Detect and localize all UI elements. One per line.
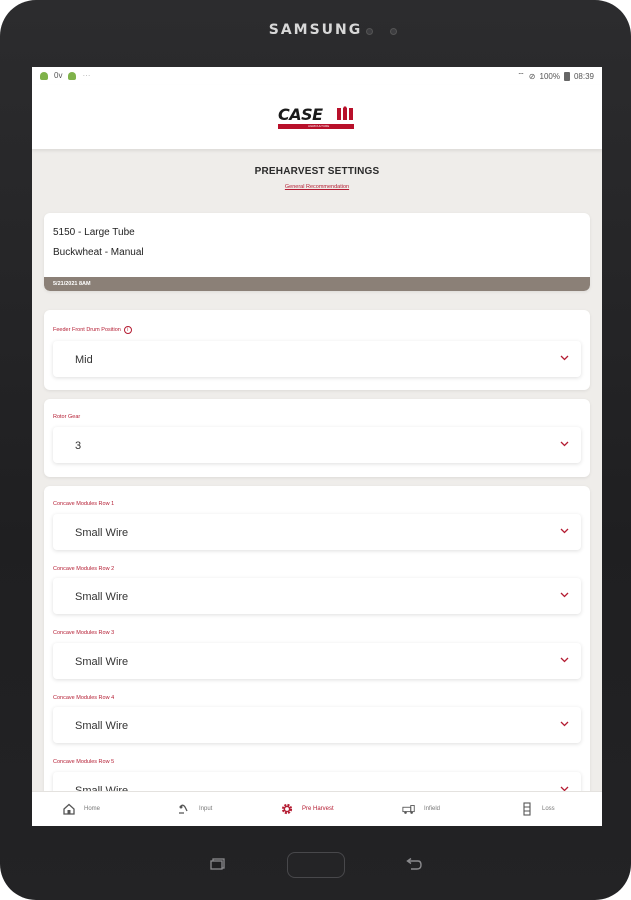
nav-home[interactable] xyxy=(62,802,100,816)
sync-icon: ⊘ xyxy=(528,71,536,81)
nav-preharvest-label: Pre Harvest xyxy=(302,806,334,812)
recent-apps-icon[interactable] xyxy=(210,858,226,870)
loss-icon xyxy=(520,802,534,816)
concave-row-3-select[interactable] xyxy=(53,643,581,679)
logo-text: CASE xyxy=(278,105,323,124)
gear-icon xyxy=(280,802,294,816)
light-sensor xyxy=(390,28,397,35)
nav-loss[interactable] xyxy=(520,802,555,816)
date-bar xyxy=(44,277,590,291)
machine-date: 5/21/2021 8AM xyxy=(53,281,91,287)
home-icon xyxy=(62,802,76,816)
battery-icon xyxy=(564,72,570,81)
chevron-down-icon xyxy=(560,355,569,361)
app-header xyxy=(32,85,602,149)
status-bar xyxy=(32,67,602,85)
android-notification-icon xyxy=(40,72,48,80)
concave-row-4-label: Concave Modules Row 4 xyxy=(53,695,115,701)
nav-preharvest[interactable] xyxy=(280,802,334,816)
clock: 08:39 xyxy=(573,71,594,81)
chevron-down-icon xyxy=(560,657,569,663)
nav-infield[interactable] xyxy=(402,802,440,816)
feeder-select[interactable] xyxy=(53,341,581,377)
feeder-value: Mid xyxy=(75,354,93,366)
more-notifications-icon: ⋯ xyxy=(82,71,91,80)
concave-row-2-label: Concave Modules Row 2 xyxy=(53,566,115,572)
machine-crop: Buckwheat - Manual xyxy=(53,247,144,258)
rotor-select[interactable] xyxy=(53,427,581,463)
chevron-down-icon xyxy=(560,721,569,727)
app-screen xyxy=(32,67,602,826)
bottom-navigation xyxy=(32,791,602,826)
input-icon xyxy=(177,802,191,816)
concave-row-3-label: Concave Modules Row 3 xyxy=(53,630,115,636)
concave-row-2-select[interactable] xyxy=(53,578,581,614)
rotor-card xyxy=(44,399,590,477)
page-title: PREHARVEST SETTINGS xyxy=(254,166,380,177)
back-icon[interactable] xyxy=(405,857,423,871)
concave-row-1-value: Small Wire xyxy=(75,527,129,539)
nav-loss-label: Loss xyxy=(542,806,555,812)
wifi-icon: ⌔ xyxy=(517,71,525,80)
chevron-down-icon xyxy=(560,592,569,598)
android-notification-icon xyxy=(68,72,76,80)
concave-row-1-select[interactable] xyxy=(53,514,581,550)
concave-row-2-value: Small Wire xyxy=(75,591,129,603)
chevron-down-icon xyxy=(560,441,569,447)
general-recommendation-link[interactable]: General Recommendation xyxy=(284,184,350,190)
combine-icon xyxy=(402,802,416,816)
battery-percent: 100% xyxy=(539,71,560,81)
machine-card xyxy=(44,213,590,291)
rotor-label: Rotor Gear xyxy=(53,414,81,420)
concave-row-1-label: Concave Modules Row 1 xyxy=(53,501,115,507)
machine-model: 5150 - Large Tube xyxy=(53,227,135,238)
concave-row-5-label: Concave Modules Row 5 xyxy=(53,759,115,765)
nav-home-label: Home xyxy=(84,806,101,812)
device-brand: SAMSUNG xyxy=(268,22,363,38)
concave-card xyxy=(44,486,590,826)
concave-row-4-value: Small Wire xyxy=(75,720,129,732)
concave-row-4-select[interactable] xyxy=(53,707,581,743)
case-logo xyxy=(278,105,358,131)
feeder-label xyxy=(53,326,132,334)
home-button[interactable] xyxy=(287,852,345,878)
nav-infield-label: Infield xyxy=(424,806,441,812)
logo-subtext: AGRICULTURE xyxy=(308,124,330,128)
nav-input-label: Input xyxy=(199,806,213,812)
feeder-label-text: Feeder Front Drum Position xyxy=(53,327,121,333)
status-left-text: 0v xyxy=(54,71,63,80)
feeder-card xyxy=(44,310,590,390)
concave-row-3-value: Small Wire xyxy=(75,656,129,668)
case-ih-mark-icon xyxy=(336,106,354,122)
front-camera xyxy=(366,28,373,35)
rotor-value: 3 xyxy=(75,440,82,452)
nav-input[interactable] xyxy=(177,802,212,816)
chevron-down-icon xyxy=(560,528,569,534)
info-icon[interactable]: i xyxy=(124,326,132,334)
